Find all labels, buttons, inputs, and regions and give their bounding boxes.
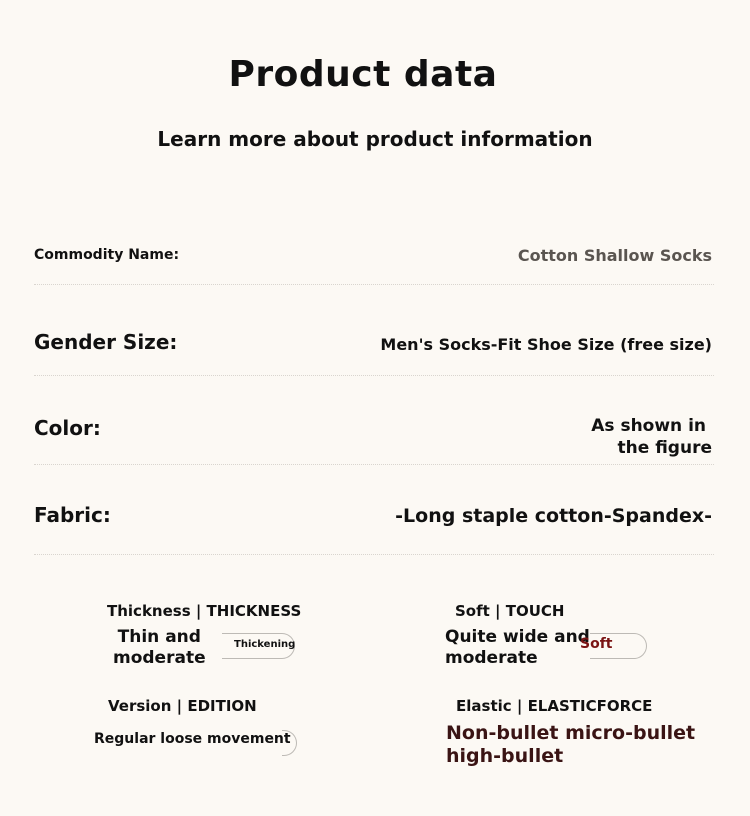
divider bbox=[34, 375, 714, 376]
soft-option-line: Quite wide and bbox=[445, 627, 590, 647]
elastic-title: Elastic | ELASTICFORCE bbox=[456, 697, 653, 715]
soft-marker: Soft bbox=[580, 636, 613, 652]
spec-label: Gender Size: bbox=[34, 330, 178, 354]
thickness-option-line: moderate bbox=[113, 648, 206, 668]
thickness-title: Thickness | THICKNESS bbox=[107, 602, 302, 620]
version-option: Regular loose movement bbox=[94, 731, 291, 747]
divider bbox=[34, 284, 714, 285]
spec-row-fabric bbox=[34, 503, 714, 531]
elastic-option bbox=[446, 722, 695, 768]
version-scale-bracket bbox=[282, 730, 297, 756]
thickness-attribute bbox=[107, 602, 301, 620]
page-title: Product data bbox=[228, 54, 498, 95]
elastic-option-line: high-bullet bbox=[446, 745, 564, 767]
spec-value bbox=[591, 415, 712, 459]
soft-option-line: moderate bbox=[445, 648, 538, 668]
spec-value: -Long staple cotton-Spandex- bbox=[395, 505, 712, 527]
divider bbox=[34, 554, 714, 555]
version-attribute bbox=[108, 697, 257, 715]
soft-attribute bbox=[455, 602, 564, 620]
divider bbox=[34, 464, 714, 465]
spec-row-color bbox=[34, 415, 714, 463]
spec-value-line: As shown in bbox=[591, 416, 706, 436]
spec-value-line: the figure bbox=[617, 438, 712, 458]
spec-row-commodity-name bbox=[34, 246, 714, 270]
spec-value: Cotton Shallow Socks bbox=[517, 246, 712, 265]
elastic-attribute bbox=[456, 697, 652, 715]
spec-label: Color: bbox=[34, 416, 101, 440]
spec-value: Men's Socks-Fit Shoe Size (free size) bbox=[380, 335, 712, 354]
thickness-option bbox=[113, 627, 206, 669]
spec-label: Commodity Name: bbox=[34, 247, 180, 263]
spec-label: Fabric: bbox=[34, 503, 111, 527]
thickness-option-line: Thin and bbox=[117, 627, 201, 647]
page-subtitle: Learn more about product information bbox=[157, 127, 593, 151]
elastic-option-line: Non-bullet micro-bullet bbox=[446, 722, 696, 744]
soft-title: Soft | TOUCH bbox=[455, 602, 565, 620]
spec-row-gender-size bbox=[34, 330, 714, 358]
thickness-marker: Thickening bbox=[234, 639, 296, 650]
version-title: Version | EDITION bbox=[108, 697, 257, 715]
soft-option bbox=[445, 627, 590, 669]
